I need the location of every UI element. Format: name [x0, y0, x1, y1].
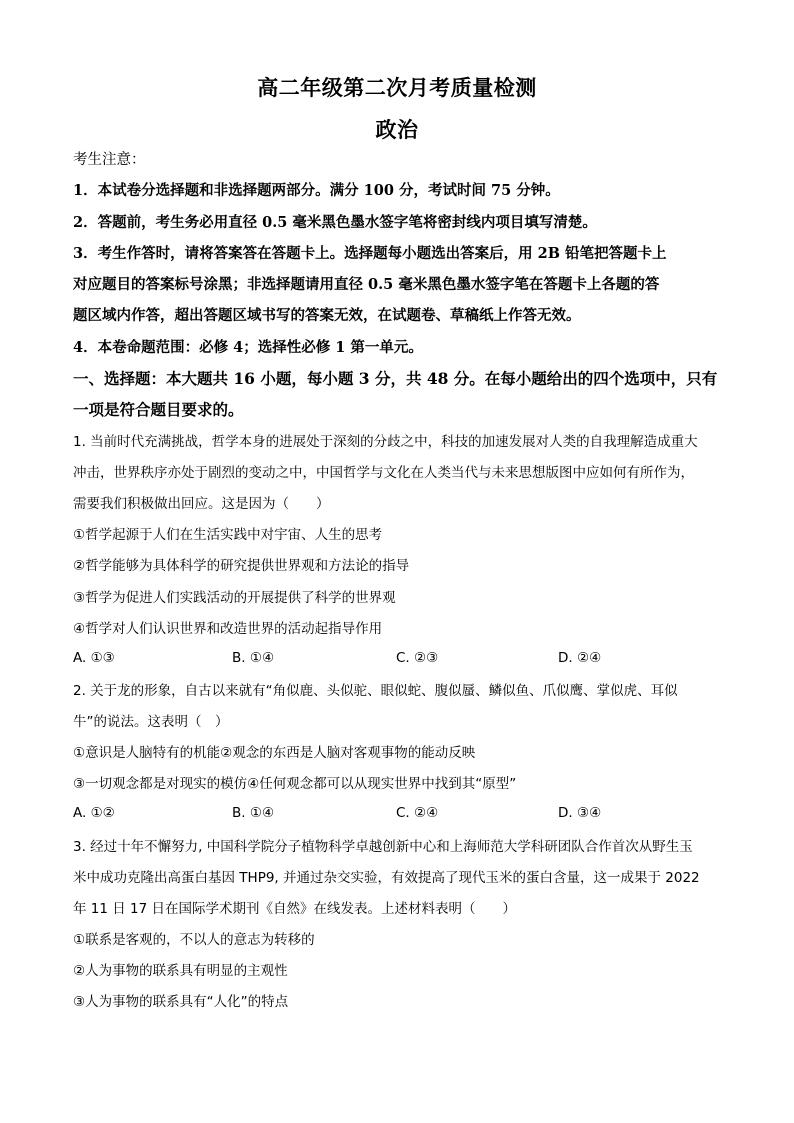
statement: ②哲学能够为具体科学的研究提供世界观和方法论的指导 [73, 558, 410, 574]
question-stem: 3. 经过十年不懈努力, 中国科学院分子植物科学卓越创新中心和上海师范大学科研团队合作首次从野生玉 [73, 839, 693, 855]
answer-options [73, 650, 723, 670]
statement: ②人为事物的联系具有明显的主观性 [73, 963, 288, 979]
notice-item: 2．答题前，考生务必用直径 0.5 毫米黑色墨水签字笔将密封线内项目填写清楚。 [73, 214, 597, 231]
notice-item: 3．考生作答时，请将答案答在答题卡上。选择题每小题选出答案后，用 2B 铅笔把答题卡上 [73, 245, 667, 262]
section-heading: 一项是符合题目要求的。 [73, 400, 244, 419]
option-d: D. ③④ [558, 805, 602, 821]
question-stem: 年 11 日 17 日在国际学术期刊《自然》在线发表。上述材料表明（ ） [73, 901, 517, 917]
notice-item: 4．本卷命题范围：必修 4；选择性必修 1 第一单元。 [73, 339, 423, 356]
subject-title: 政治 [375, 117, 419, 142]
question-stem: 2. 关于龙的形象，自古以来就有“角似鹿、头似驼、眼似蛇、腹似蜃、鳞似鱼、爪似鹰、掌似虎、耳似 [73, 683, 678, 699]
notice-item: 题区域内作答，超出答题区域书写的答案无效，在试题卷、草稿纸上作答无效。 [73, 307, 581, 324]
notice-heading: 考生注意： [73, 152, 146, 168]
answer-options [73, 805, 723, 825]
question-stem: 需要我们积极做出回应。这是因为（ ） [73, 496, 330, 512]
option-d: D. ②④ [558, 650, 602, 666]
notice-item: 1．本试卷分选择题和非选择题两部分。满分 100 分，考试时间 75 分钟。 [73, 182, 560, 199]
exam-title: 高二年级第二次月考质量检测 [257, 75, 537, 100]
statement: ③人为事物的联系具有“人化”的特点 [73, 994, 289, 1010]
option-a: A. ①② [73, 805, 115, 821]
option-b: B. ①④ [232, 805, 275, 821]
section-heading: 一、选择题：本大题共 16 小题，每小题 3 分，共 48 分。在每小题给出的四个选项中，只有 [73, 369, 718, 388]
statement: ③一切观念都是对现实的模仿④任何观念都可以从现实世界中找到其“原型” [73, 776, 517, 792]
statement: ①意识是人脑特有的机能②观念的东西是人脑对客观事物的能动反映 [73, 745, 476, 761]
question-stem: 1. 当前时代充满挑战，哲学本身的进展处于深刻的分歧之中，科技的加速发展对人类的自我理解造成重大 [73, 434, 698, 450]
question-stem: 米中成功克隆出高蛋白基因 THP9, 并通过杂交实验，有效提高了现代玉米的蛋白含量，这一成果于 2022 [73, 870, 700, 886]
statement: ①联系是客观的，不以人的意志为转移的 [73, 932, 315, 948]
option-c: C. ②③ [396, 650, 439, 666]
option-c: C. ②④ [396, 805, 439, 821]
question-stem: 牛”的说法。这表明（ ） [73, 714, 229, 730]
notice-item: 对应题目的答案标号涂黑；非选择题请用直径 0.5 毫米黑色墨水签字笔在答题卡上各题的答 [73, 276, 660, 293]
option-b: B. ①④ [232, 650, 275, 666]
question-stem: 冲击，世界秩序亦处于剧烈的变动之中，中国哲学与文化在人类当代与未来思想版图中应如何有所作为， [73, 465, 694, 481]
statement: ③哲学为促进人们实践活动的开展提供了科学的世界观 [73, 590, 396, 606]
statement: ①哲学起源于人们在生活实践中对宇宙、人生的思考 [73, 527, 383, 543]
option-a: A. ①③ [73, 650, 115, 666]
statement: ④哲学对人们认识世界和改造世界的活动起指导作用 [73, 621, 383, 637]
